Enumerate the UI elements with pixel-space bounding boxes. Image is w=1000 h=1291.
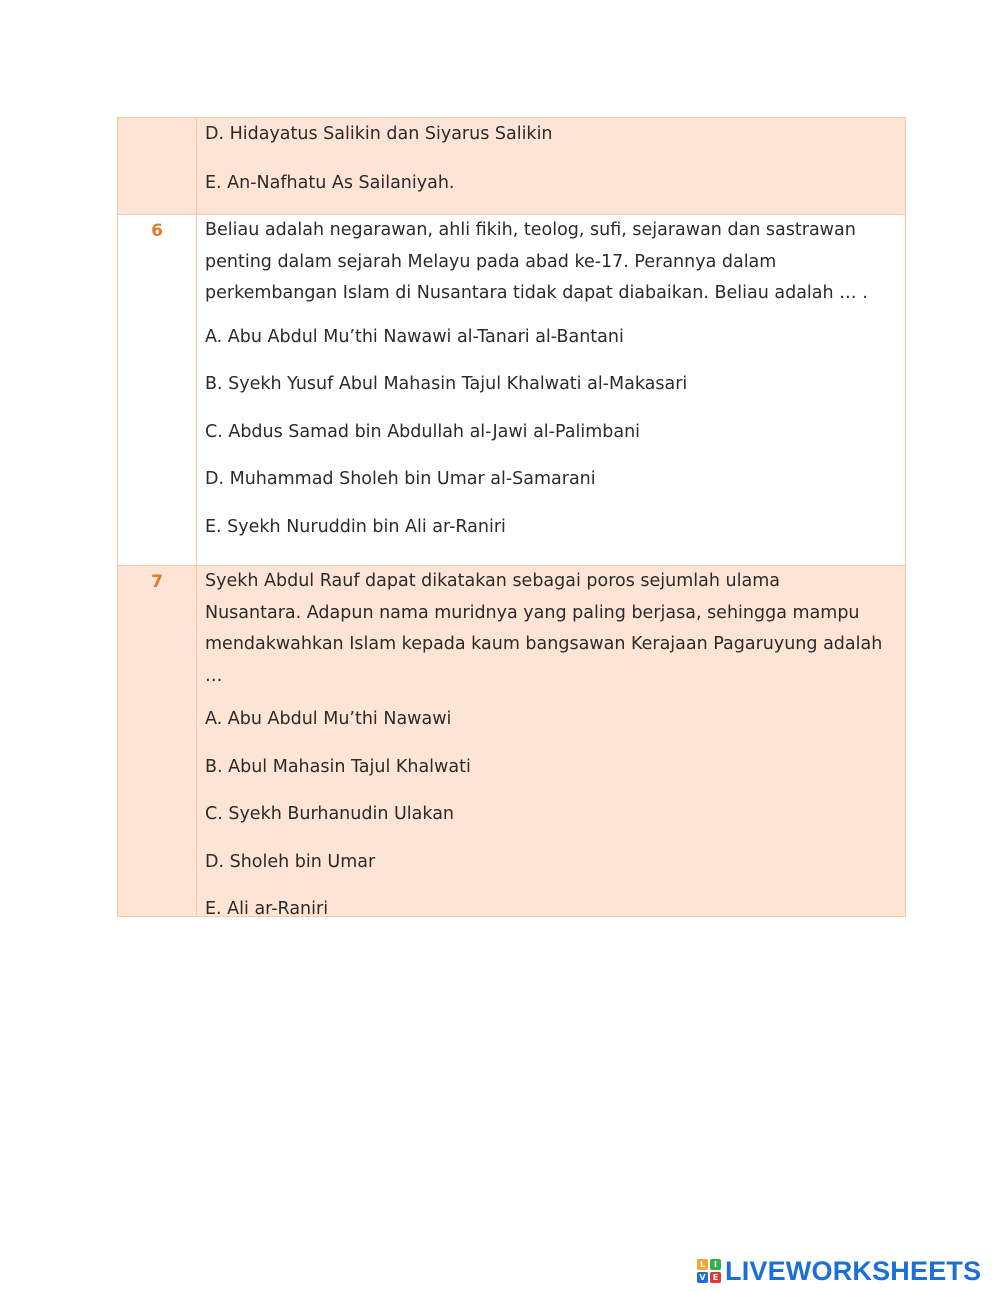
table-row bbox=[118, 566, 905, 919]
question-text bbox=[205, 566, 897, 692]
question-number: 7 bbox=[118, 566, 197, 916]
option-b[interactable]: B. Syekh Yusuf Abul Mahasin Tajul Khalwati al-Makasari bbox=[205, 374, 688, 394]
question-content bbox=[197, 566, 905, 919]
question-line: penting dalam sejarah Melayu pada abad ke-17. Perannya dalam bbox=[205, 251, 777, 272]
option-d[interactable]: D. Muhammad Sholeh bin Umar al-Samarani bbox=[205, 469, 596, 489]
question-line: Syekh Abdul Rauf dapat dikatakan sebagai poros sejumlah ulama bbox=[205, 571, 780, 591]
question-text bbox=[205, 215, 897, 310]
logo-mark-letter: V bbox=[697, 1272, 708, 1283]
question-number bbox=[118, 118, 197, 214]
question-line: perkembangan Islam di Nusantara tidak dapat diabaikan. Beliau adalah … . bbox=[205, 283, 868, 303]
option-c[interactable]: C. Abdus Samad bin Abdullah al-Jawi al-Palimbani bbox=[205, 421, 641, 442]
option-e[interactable]: E. Ali ar-Raniri bbox=[205, 899, 329, 919]
logo-mark-letter: E bbox=[710, 1272, 721, 1283]
option-a[interactable]: A. Abu Abdul Mu’thi Nawawi bbox=[205, 709, 452, 729]
option-a[interactable]: A. Abu Abdul Mu’thi Nawawi al-Tanari al-Bantani bbox=[205, 326, 624, 347]
logo-mark-letter: I bbox=[710, 1259, 721, 1270]
question-number: 6 bbox=[118, 215, 197, 565]
liveworksheets-logo[interactable] bbox=[697, 1256, 981, 1286]
option-e[interactable]: E. Syekh Nuruddin bin Ali ar-Raniri bbox=[205, 516, 506, 537]
logo-text: LIVEWORKSHEETS bbox=[725, 1255, 982, 1286]
option-c[interactable]: C. Syekh Burhanudin Ulakan bbox=[205, 804, 455, 824]
question-content bbox=[197, 118, 905, 214]
question-line: mendakwahkan Islam kepada kaum bangsawan Kerajaan Pagaruyung adalah … bbox=[205, 634, 883, 686]
option-e[interactable]: E. An-Nafhatu As Sailaniyah. bbox=[205, 173, 455, 193]
question-content bbox=[197, 215, 905, 565]
option-d[interactable]: D. Hidayatus Salikin dan Siyarus Salikin bbox=[205, 124, 553, 144]
table-row bbox=[118, 118, 905, 215]
option-d[interactable]: D. Sholeh bin Umar bbox=[205, 851, 376, 872]
question-line: Beliau adalah negarawan, ahli fikih, teolog, sufi, sejarawan dan sastrawan bbox=[205, 220, 856, 240]
logo-mark-letter: L bbox=[697, 1259, 708, 1270]
option-b[interactable]: B. Abul Mahasin Tajul Khalwati bbox=[205, 756, 471, 777]
quiz-table bbox=[117, 117, 906, 917]
table-row bbox=[118, 215, 905, 566]
question-line: Nusantara. Adapun nama muridnya yang paling berjasa, sehingga mampu bbox=[205, 602, 860, 623]
logo-mark-icon bbox=[697, 1259, 721, 1283]
